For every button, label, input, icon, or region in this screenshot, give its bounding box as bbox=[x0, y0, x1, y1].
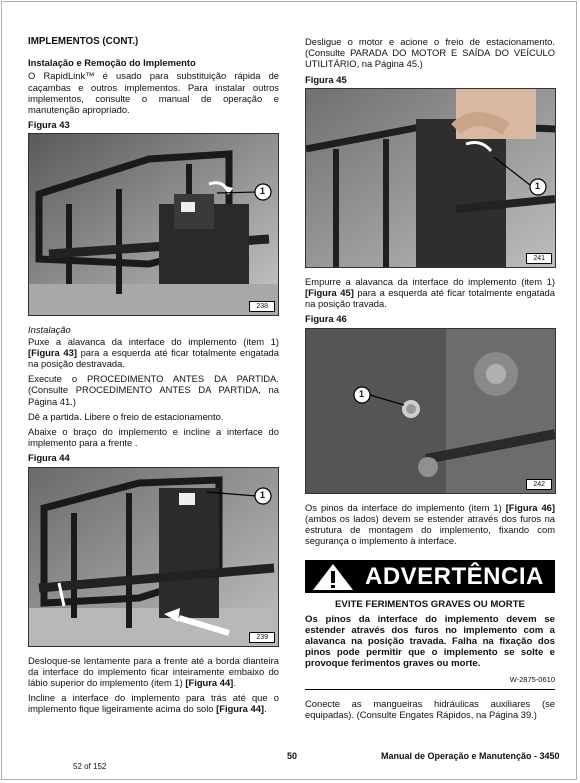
install-step-5: Desloque-se lentamente para a frente até a borda dianteira da interface do implemento ficar inteiramente embaixo do lábio superior do implemento (item 1) [Figura 44]. bbox=[28, 654, 279, 689]
figure-46-photo bbox=[305, 328, 556, 494]
divider bbox=[305, 689, 555, 690]
pins-paragraph: Os pinos da interface do implemento (item 1) [Figura 46] (ambos os lados) devem se estender através dos furos na estrutura de montagem do implemento, fixando com segurança o implemento à interface. bbox=[305, 501, 555, 547]
figure-44-number: 239 bbox=[249, 632, 275, 643]
warning-banner bbox=[305, 560, 555, 593]
figure-44-photo bbox=[28, 467, 279, 647]
warning-title: ADVERTÊNCIA bbox=[365, 563, 544, 591]
warning-triangle-icon bbox=[305, 560, 361, 593]
page-number: 50 bbox=[287, 751, 298, 761]
page-counter: 52 of 152 bbox=[73, 762, 107, 771]
figure-45-photo bbox=[305, 88, 556, 268]
right-column bbox=[305, 36, 555, 724]
left-column bbox=[28, 36, 279, 719]
figure-44-label: Figura 44 bbox=[28, 452, 70, 464]
hoses-paragraph: Conecte as mangueiras hidráulicas auxiliares (se equipadas). (Consulte Engates Rápidos, na Página 39.) bbox=[305, 697, 555, 721]
figure-43-callout: 1 bbox=[260, 186, 266, 197]
figure-45-callout: 1 bbox=[535, 180, 541, 191]
figure-44-callout: 1 bbox=[260, 489, 266, 500]
figure-46-label: Figura 46 bbox=[305, 313, 347, 325]
manual-title: Manual de Operação e Manutenção - 3450 bbox=[381, 751, 560, 761]
warning-subtitle: EVITE FERIMENTOS GRAVES OU MORTE bbox=[335, 599, 525, 611]
warning-body: Os pinos da interface do implemento devem se estender através dos furos no implemento com a alavanca na posição travada. Falha na fixação dos pinos pode permitir que o implemento se solte e provoque ferimentos graves ou morte. bbox=[305, 613, 555, 670]
install-label: Instalação bbox=[28, 324, 71, 336]
figure-43-label: Figura 43 bbox=[28, 119, 70, 131]
install-step-3: Dê a partida. Libere o freio de estacionamento. bbox=[28, 410, 224, 422]
figure-43-number: 238 bbox=[249, 301, 275, 312]
install-step-4: Abaixe o braço do implemento e incline a interface do implemento para a frente . bbox=[28, 426, 279, 449]
stop-engine-paragraph: Desligue o motor e acione o freio de estacionamento. (Consulte PARADA DO MOTOR E SAÍDA DO VEÍCULO UTILITÁRIO, na Página 45.) bbox=[305, 36, 555, 70]
install-step-1: Puxe a alavanca da interface do implemento (item 1) [Figura 43] para a esquerda até ficar totalmente engatada na posição destravada. bbox=[28, 335, 279, 370]
figure-46-number: 242 bbox=[526, 479, 552, 490]
install-step-6: Incline a interface do implemento para trás até que o implemento fique ligeiramente acima do solo [Figura 44]. bbox=[28, 692, 279, 715]
section-heading: IMPLEMENTOS (CONT.) bbox=[28, 36, 139, 47]
lock-lever-paragraph: Empurre a alavanca da interface do implemento (item 1) [Figura 45] para a esquerda até ficar totalmente engatada na posição travada. bbox=[305, 275, 555, 310]
install-step-2: Execute o PROCEDIMENTO ANTES DA PARTIDA. (Consulte PROCEDIMENTO ANTES DA PARTIDA, na Página 41.) bbox=[28, 373, 279, 407]
intro-paragraph: O RapidLink™ é usado para substituição rápida de caçambas e outros implementos. Para instalar outros implementos, consulte o manual de operação e manutenção apropriado. bbox=[28, 70, 279, 116]
figure-46-callout: 1 bbox=[359, 388, 365, 399]
subsection-heading: Instalação e Remoção do Implemento bbox=[28, 57, 196, 69]
warning-code: W-2875-0610 bbox=[509, 674, 555, 684]
figure-43-photo bbox=[28, 133, 279, 316]
figure-45-number: 241 bbox=[526, 253, 552, 264]
figure-45-label: Figura 45 bbox=[305, 73, 347, 85]
